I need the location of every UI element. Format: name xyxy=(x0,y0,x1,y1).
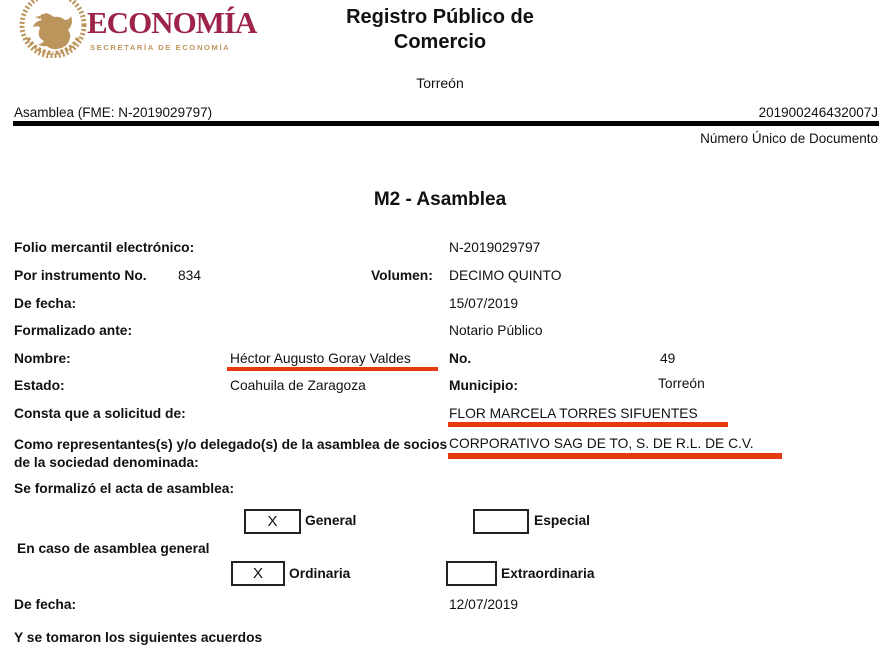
checkbox-especial-label: Especial xyxy=(534,513,590,528)
office-name: Torreón xyxy=(416,75,464,91)
economia-wordmark: ECONOMÍA xyxy=(87,5,257,40)
checkbox-ordinaria-mark: X xyxy=(252,565,263,582)
document-number: 201900246432007J xyxy=(758,105,878,120)
page-title: Registro Público de Comercio xyxy=(346,6,534,53)
checkbox-general-label: General xyxy=(305,513,357,528)
field-formalizado-value: Notario Público xyxy=(449,323,543,338)
mexico-coat-of-arms-icon xyxy=(16,0,90,58)
representantes-highlight-underline xyxy=(448,453,782,459)
acta-section-label: Se formalizó el acta de asamblea: xyxy=(14,481,235,496)
field-solicitud-value: FLOR MARCELA TORRES SIFUENTES xyxy=(449,406,698,421)
field-volumen-label: Volumen: xyxy=(371,268,433,283)
field-numero-value: 49 xyxy=(660,351,676,366)
checkbox-general xyxy=(244,509,301,534)
field-volumen-value: DECIMO QUINTO xyxy=(449,268,562,283)
field-numero-label: No. xyxy=(449,351,472,366)
form-title: M2 - Asamblea xyxy=(373,189,507,210)
field-folio-value: N-2019029797 xyxy=(449,240,541,255)
field-representantes-label: Como representantes(s) y/o delegado(s) de la asamblea de socios de la sociedad denominada: xyxy=(14,437,448,470)
general-section-label: En caso de asamblea general xyxy=(17,541,210,556)
field-estado-value: Coahuila de Zaragoza xyxy=(230,378,366,393)
checkbox-ordinaria-label: Ordinaria xyxy=(289,566,351,581)
checkbox-especial xyxy=(473,509,529,534)
field-fecha-instrumento-value: 15/07/2019 xyxy=(449,296,519,311)
field-nombre-value: Héctor Augusto Goray Valdes xyxy=(230,351,411,366)
nombre-highlight-underline xyxy=(227,367,438,371)
field-fecha-instrumento-label: De fecha: xyxy=(14,296,77,311)
solicitud-highlight-underline xyxy=(448,422,728,427)
record-reference: Asamblea (FME: N-2019029797) xyxy=(14,105,213,120)
field-nombre-label: Nombre: xyxy=(14,351,71,366)
checkbox-extraordinaria xyxy=(446,561,497,586)
field-folio-label: Folio mercantil electrónico: xyxy=(14,240,195,255)
field-solicitud-label: Consta que a solicitud de: xyxy=(14,406,186,421)
field-representantes-value: CORPORATIVO SAG DE TO, S. DE R.L. DE C.V. xyxy=(449,436,754,451)
field-municipio-value: Torreón xyxy=(658,376,705,391)
field-estado-label: Estado: xyxy=(14,378,65,393)
document-number-label: Número Único de Documento xyxy=(700,131,878,146)
field-formalizado-label: Formalizado ante: xyxy=(14,323,133,338)
divider-bar xyxy=(13,121,879,126)
field-fecha-asamblea-value: 12/07/2019 xyxy=(449,597,519,612)
checkbox-ordinaria xyxy=(231,561,285,586)
economia-tagline: SECRETARÍA DE ECONOMÍA xyxy=(90,43,231,52)
checkbox-general-mark: X xyxy=(267,513,278,530)
footer-note: Y se tomaron los siguientes acuerdos xyxy=(14,630,263,645)
field-fecha-asamblea-label: De fecha: xyxy=(14,597,77,612)
field-municipio-label: Municipio: xyxy=(449,378,518,393)
checkbox-extraordinaria-label: Extraordinaria xyxy=(501,566,595,581)
field-instrumento-value: 834 xyxy=(178,268,202,283)
field-instrumento-label: Por instrumento No. xyxy=(14,268,147,283)
